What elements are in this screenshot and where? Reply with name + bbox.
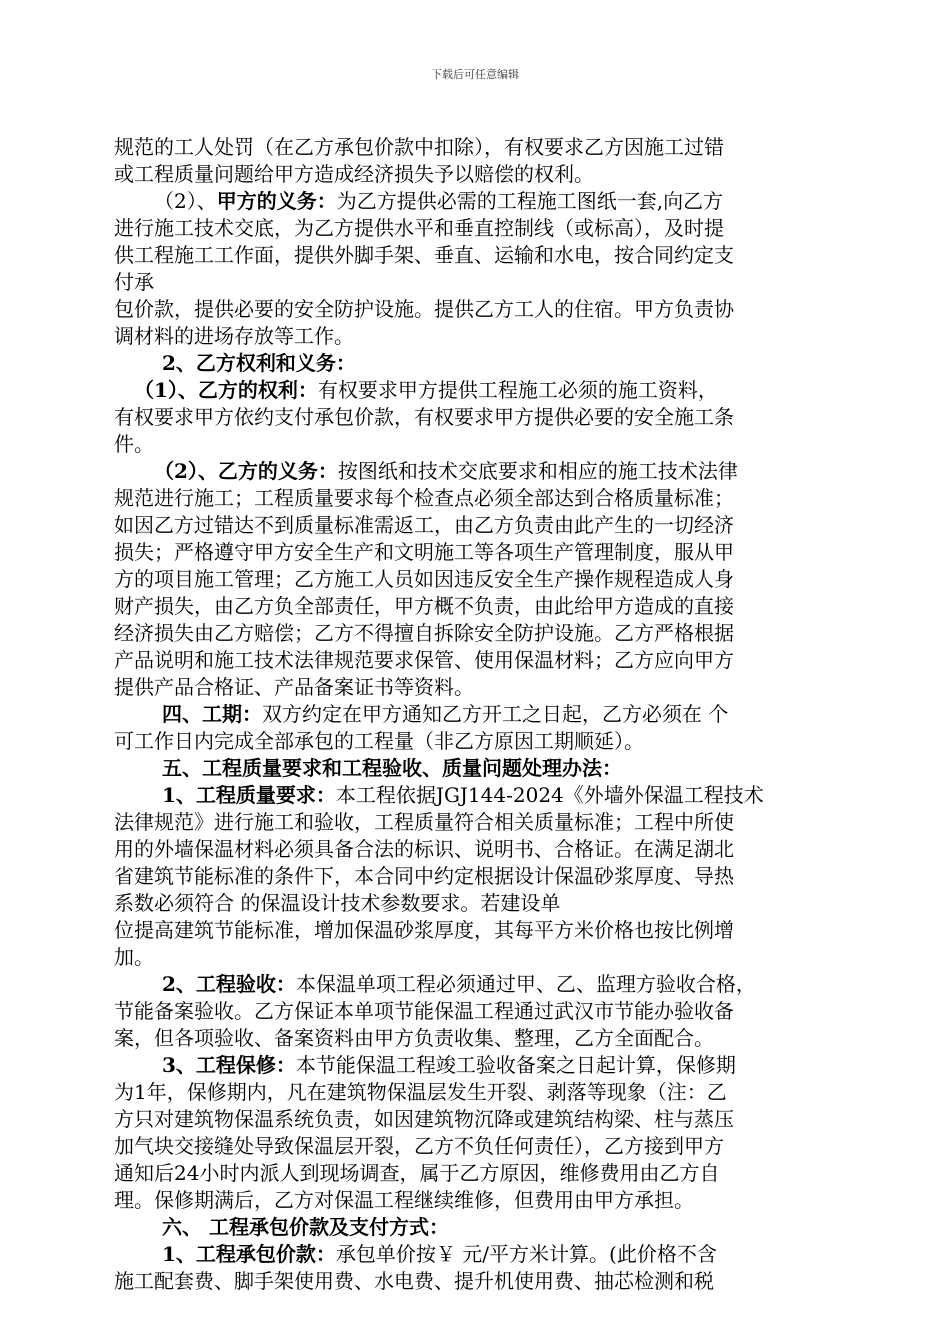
body-text: 调材料的进场存放等工作。 (114, 324, 354, 348)
body-text: 用的外墙保温材料必须具备合法的标识、说明书、合格证。在满足湖北 (114, 837, 734, 861)
body-text: 法律规范》进行施工和验收，工程质量符合相关质量标准；工程中所使 (114, 810, 734, 834)
text-line (114, 674, 864, 701)
body-text: 通知后24小时内派人到现场调查，属于乙方原因，维修费用由乙方自 (114, 1161, 720, 1185)
body-text: 加气块交接缝处导致保温层开裂，乙方不负任何责任），乙方接到甲方 (114, 1134, 724, 1158)
text-line (114, 350, 864, 377)
text-line (114, 1268, 864, 1295)
bold-heading-text: （1）、乙方的权利： (134, 378, 318, 402)
text-line (114, 566, 864, 593)
text-line (114, 1025, 864, 1052)
text-line (114, 890, 864, 917)
body-text: 加。 (114, 945, 154, 969)
body-text: 提供产品合格证、产品备案证书等资料。 (114, 675, 474, 699)
text-line (114, 269, 864, 296)
body-text: 如因乙方过错达不到质量标准需返工，由乙方负责由此产生的一切经济 (114, 513, 734, 537)
body-text: 供工程施工工作面，提供外脚手架、垂直、运输和水电，按合同约定支 (114, 243, 734, 267)
text-line (114, 1079, 864, 1106)
text-line (114, 1214, 864, 1241)
body-text: 方的项目施工管理；乙方施工人员如因违反安全生产操作规程造成人身 (114, 567, 734, 591)
text-line (114, 1052, 864, 1079)
body-text: 施工配套费、脚手架使用费、水电费、提升机使用费、抽芯检测和税 (114, 1269, 714, 1293)
bold-heading-text: 2、乙方权利和义务： (162, 351, 356, 375)
text-line (114, 944, 864, 971)
text-line (114, 998, 864, 1025)
text-line (114, 431, 864, 458)
text-line (114, 161, 864, 188)
text-line (114, 593, 864, 620)
text-line (114, 701, 864, 728)
text-line (114, 755, 864, 782)
text-line (114, 296, 864, 323)
body-text: 节能备案验收。乙方保证本单项节能保温工程通过武汉市节能办验收备 (114, 999, 734, 1023)
body-text: 损失；严格遵守甲方安全生产和文明施工等各项生产管理制度，服从甲 (114, 540, 734, 564)
bold-heading-text: 五、工程质量要求和工程验收、质量问题处理办法： (162, 756, 622, 780)
bold-heading-text: 甲方的义务： (216, 189, 337, 213)
body-text: 为1年，保修期内，凡在建筑物保温层发生开裂、剥落等现象（注：乙 (114, 1080, 727, 1104)
body-text: 财产损失，由乙方负全部责任，甲方概不负责，由此给甲方造成的直接 (114, 594, 734, 618)
body-text: 位提高建筑节能标准，增加保温砂浆厚度，其每平方米价格也按比例增 (114, 918, 734, 942)
body-text: 系数必须符合 的保温设计技术参数要求。若建设单 (114, 891, 561, 915)
document-body (114, 134, 864, 1295)
text-line (114, 917, 864, 944)
body-text: 理。保修期满后，乙方对保温工程继续维修，但费用由甲方承担。 (114, 1188, 694, 1212)
body-text: 或工程质量问题给甲方造成经济损失予以赔偿的权利。 (114, 162, 594, 186)
text-line (114, 647, 864, 674)
text-line (114, 215, 864, 242)
text-line (114, 539, 864, 566)
text-line (114, 242, 864, 269)
text-line (114, 1160, 864, 1187)
bold-heading-text: 1、工程承包价款： (162, 1242, 336, 1266)
bold-heading-text: 四、工期： (162, 702, 262, 726)
text-line (114, 404, 864, 431)
body-text: 双方约定在甲方通知乙方开工之日起，乙方必须在 个 (262, 702, 729, 726)
body-text: 规范的工人处罚（在乙方承包价款中扣除），有权要求乙方因施工过错 (114, 135, 724, 159)
body-text: 可工作日内完成全部承包的工程量（非乙方原因工期顺延）。 (114, 729, 644, 753)
body-text: 件。 (114, 432, 154, 456)
text-line (114, 836, 864, 863)
text-line (114, 134, 864, 161)
text-line (114, 782, 864, 809)
text-line (114, 323, 864, 350)
text-line (114, 863, 864, 890)
body-text: 本工程依据JGJ144-2024《外墙外保温工程技术 (335, 783, 764, 807)
body-text: 有权要求甲方依约支付承包价款，有权要求甲方提供必要的安全施工条 (114, 405, 734, 429)
text-line (114, 1241, 864, 1268)
body-text: 方只对建筑物保温系统负责，如因建筑物沉降或建筑结构梁、柱与蒸压 (114, 1107, 734, 1131)
bold-heading-text: 六、 工程承包价款及支付方式： (162, 1215, 449, 1239)
body-text: 本保温单项工程必须通过甲、乙、监理方验收合格， (295, 972, 756, 996)
body-text: 有权要求甲方提供工程施工必须的施工资料， (317, 378, 718, 402)
body-text: 省建筑节能标准的条件下，本合同中约定根据设计保温砂浆厚度、导热 (114, 864, 734, 888)
bold-heading-text: 3、工程保修： (162, 1053, 296, 1077)
body-text: 为乙方提供必需的工程施工图纸一套,向乙方 (336, 189, 724, 213)
text-line (114, 1106, 864, 1133)
text-line (114, 620, 864, 647)
page-header: 下载后可任意编辑 (431, 68, 519, 81)
body-text: 产品说明和施工技术法律规范要求保管、使用保温材料；乙方应向甲方 (114, 648, 734, 672)
body-text: 规范进行施工；工程质量要求每个检查点必须全部达到合格质量标准； (114, 486, 734, 510)
text-line (114, 512, 864, 539)
body-text: （2）、 (154, 189, 217, 213)
bold-heading-text: 2、工程验收： (162, 972, 296, 996)
text-line (114, 485, 864, 512)
body-text: 付承 (114, 270, 154, 294)
body-text: 进行施工技术交底，为乙方提供水平和垂直控制线（或标高），及时提 (114, 216, 724, 240)
text-line (114, 971, 864, 998)
bold-heading-text: 1、工程质量要求： (162, 783, 336, 807)
text-line (114, 377, 864, 404)
text-line (114, 728, 864, 755)
body-text: 按图纸和技术交底要求和相应的施工技术法律 (337, 459, 738, 483)
body-text: 本节能保温工程竣工验收备案之日起计算，保修期 (295, 1053, 736, 1077)
text-line (114, 458, 864, 485)
text-line (114, 188, 864, 215)
text-line (114, 809, 864, 836)
text-line (114, 1133, 864, 1160)
body-text: 经济损失由乙方赔偿；乙方不得擅自拆除安全防护设施。乙方严格根据 (114, 621, 734, 645)
body-text: 案，但各项验收、备案资料由甲方负责收集、整理，乙方全面配合。 (114, 1026, 714, 1050)
bold-heading-text: （2）、乙方的义务： (154, 459, 338, 483)
body-text: 包价款，提供必要的安全防护设施。提供乙方工人的住宿。甲方负责协 (114, 297, 734, 321)
text-line (114, 1187, 864, 1214)
body-text: 承包单价按￥ 元/平方米计算。(此价格不含 (335, 1242, 717, 1266)
